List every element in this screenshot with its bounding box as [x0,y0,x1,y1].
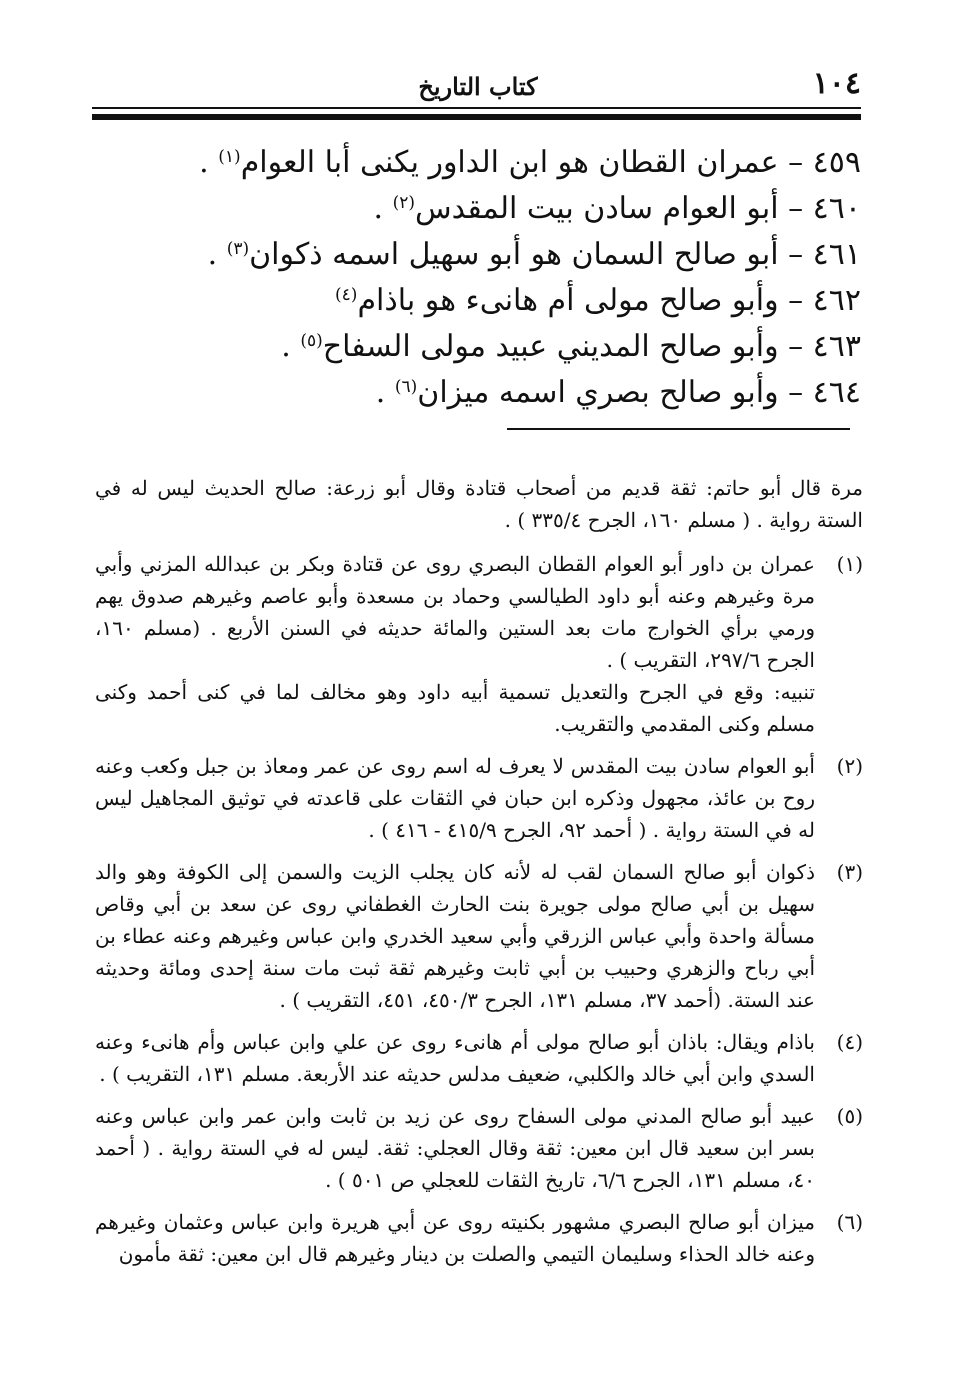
footnote-number: (٣) [836,860,863,884]
footnote-separator [507,428,850,430]
footnote-text: باذام ويقال: باذان أبو صالح مولى أم هانىء روى عن علي وابن عباس وأم هانىء وعنه السدي وابن أبي خالد والكلبي، ضعيف مدلس حديثه عند الأربعة. مسلم ١٣١، التقريب ) . [95,1030,815,1086]
entry-number: ٤٦٠ [812,191,861,226]
entry-463: ٤٦٣ – وأبو صالح المديني عبيد مولى السفاح$^{(٥)}$ . [92,324,861,370]
footnote-6 [95,1206,863,1270]
footnote-number: (١) [836,552,863,576]
entry-number: ٤٦٤ [812,375,861,410]
entry-number: ٤٦١ [812,237,861,272]
footnote-ref: (٤) [335,285,358,305]
entry-end: . [373,191,384,226]
footnotes [95,472,863,1280]
footnote-text: ميزان أبو صالح البصري مشهور بكنيته روى عن أبي هريرة وابن عباس وعثمان وغيرهم وعنه خالد الحذاء وسليمان التيمي والصلت بن دينار وغيرهم قال ابن معين: ثقة مأمون [95,1210,815,1266]
entry-459: ٤٥٩ – عمران القطان هو ابن الداور يكنى أبا العوام$^{(١)}$ . [92,140,861,186]
footnote-5 [95,1100,863,1196]
footnote-number: (٦) [836,1210,863,1234]
footnote-3 [95,856,863,1016]
entry-text: وأبو صالح مولى أم هانىء هو باذام [357,283,779,318]
entry-text: أبو العوام سادن بيت المقدس [415,191,779,226]
header-rule-thick [92,114,861,120]
footnote-2 [95,750,863,846]
footnote-text: مرة قال أبو حاتم: ثقة قديم من أصحاب قتادة وقال أبو زرعة: صالح الحديث ليس له في الستة رواية . ( مسلم ١٦٠، الجرح ٣٣٥/٤ ) . [95,476,863,532]
entry-464: ٤٦٤ – وأبو صالح بصري اسمه ميزان$^{(٦)}$ . [92,370,861,416]
footnote-remark: تنبيه: وقع في الجرح والتعديل تسمية أبيه داود وهو مخالف لما في كنى أحمد وكنى مسلم وكنى المقدمي والتقريب. [95,680,815,736]
main-entries [92,140,861,416]
page-number: ١٠٤ [812,66,861,101]
entry-460: ٤٦٠ – أبو العوام سادن بيت المقدس$^{(٢)}$ . [92,186,861,232]
footnote-number: (٥) [836,1104,863,1128]
footnote-number: (٤) [836,1030,863,1054]
footnote-ref: (٦) [394,377,418,397]
entry-text: وأبو صالح المديني عبيد مولى السفاح [322,329,779,364]
entry-462: ٤٦٢ – وأبو صالح مولى أم هانىء هو باذام$^{(٤)}$ [92,278,861,324]
footnote-text: عمران بن داور أبو العوام القطان البصري روى عن قتادة وبكر بن عبدالله المزني وأبي مرة وغيرهم وعنه أبو داود الطيالسي وحماد بن مسعدة وأبو عاصم وغيرهم صدوق يهم ورمي برأي الخوارج مات بعد الستين والمائة حديثه في السنن الأربع . (مسلم ١٦٠، الجرح ٢٩٧/٦، التقريب ) . [95,552,815,672]
footnote-number: (٢) [836,754,863,778]
footnote-ref: (٥) [300,331,323,351]
footnote-ref: (١) [218,147,241,167]
entry-text: أبو صالح السمان هو أبو سهيل اسمه ذكوان [249,237,779,272]
footnote-4 [95,1026,863,1090]
entry-number: ٤٦٢ [812,283,861,318]
footnote-ref: (٣) [226,239,250,259]
entry-text: وأبو صالح بصري اسمه ميزان [417,375,779,410]
entry-number: ٤٥٩ [812,145,861,180]
entry-end: . [281,329,291,364]
footnote-text: ذكوان أبو صالح السمان لقب له لأنه كان يجلب الزيت والسمن إلى الكوفة وهو والد سهيل بن أبي صالح مولى جويرة بنت الحارث الغطفاني روى عن سعد بن أبي وقاص مسألة واحدة وأبي عباس الزرقي وأبي سعيد الخدري وابن عباس وغيرهم وعنه عطاء بن أبي رباح والزهري وحبيب بن أبي ثابت وغيرهم ثقة ثبت مات سنة إحدى ومائة وحديثه عند الستة. (أحمد ٣٧، مسلم ١٣١، الجرح ٤٥٠/٣، ٤٥١، التقريب ) . [95,860,815,1012]
footnote-continuation [95,472,863,536]
footnote-ref: (٢) [392,193,415,213]
page-header [95,62,861,102]
entry-end: . [375,375,386,410]
footnote-1 [95,548,863,740]
running-title: كتاب التاريخ [418,72,538,101]
footnote-text: أبو العوام سادن بيت المقدس لا يعرف له اسم روى عن عمر ومعاذ بن جبل وكعب وعنه روح بن عائذ، مجهول وذكره ابن حبان في الثقات على قاعدته في توثيق المجاهيل ليس له في الستة رواية . ( أحمد ٩٢، الجرح ٤١٥/٩ - ٤١٦ ) . [95,754,815,842]
entry-text: عمران القطان هو ابن الداور يكنى أبا العوام [240,145,779,180]
entry-number: ٤٦٣ [812,329,861,364]
header-rule-thin [92,107,861,109]
entry-end: . [207,237,218,272]
footnote-text: عبيد أبو صالح المدني مولى السفاح روى عن زيد بن ثابت وابن عمر وابن عباس وعنه بسر ابن سعيد قال ابن معين: ثقة وقال العجلي: ثقة. ليس له في الستة رواية . ( أحمد ٤٠، مسلم ١٣١، الجرح ٦/٦، تاريخ الثقات للعجلي ص ٥٠١ ) . [95,1104,815,1192]
entry-end: . [199,145,209,180]
entry-461: ٤٦١ – أبو صالح السمان هو أبو سهيل اسمه ذكوان$^{(٣)}$ . [92,232,861,278]
